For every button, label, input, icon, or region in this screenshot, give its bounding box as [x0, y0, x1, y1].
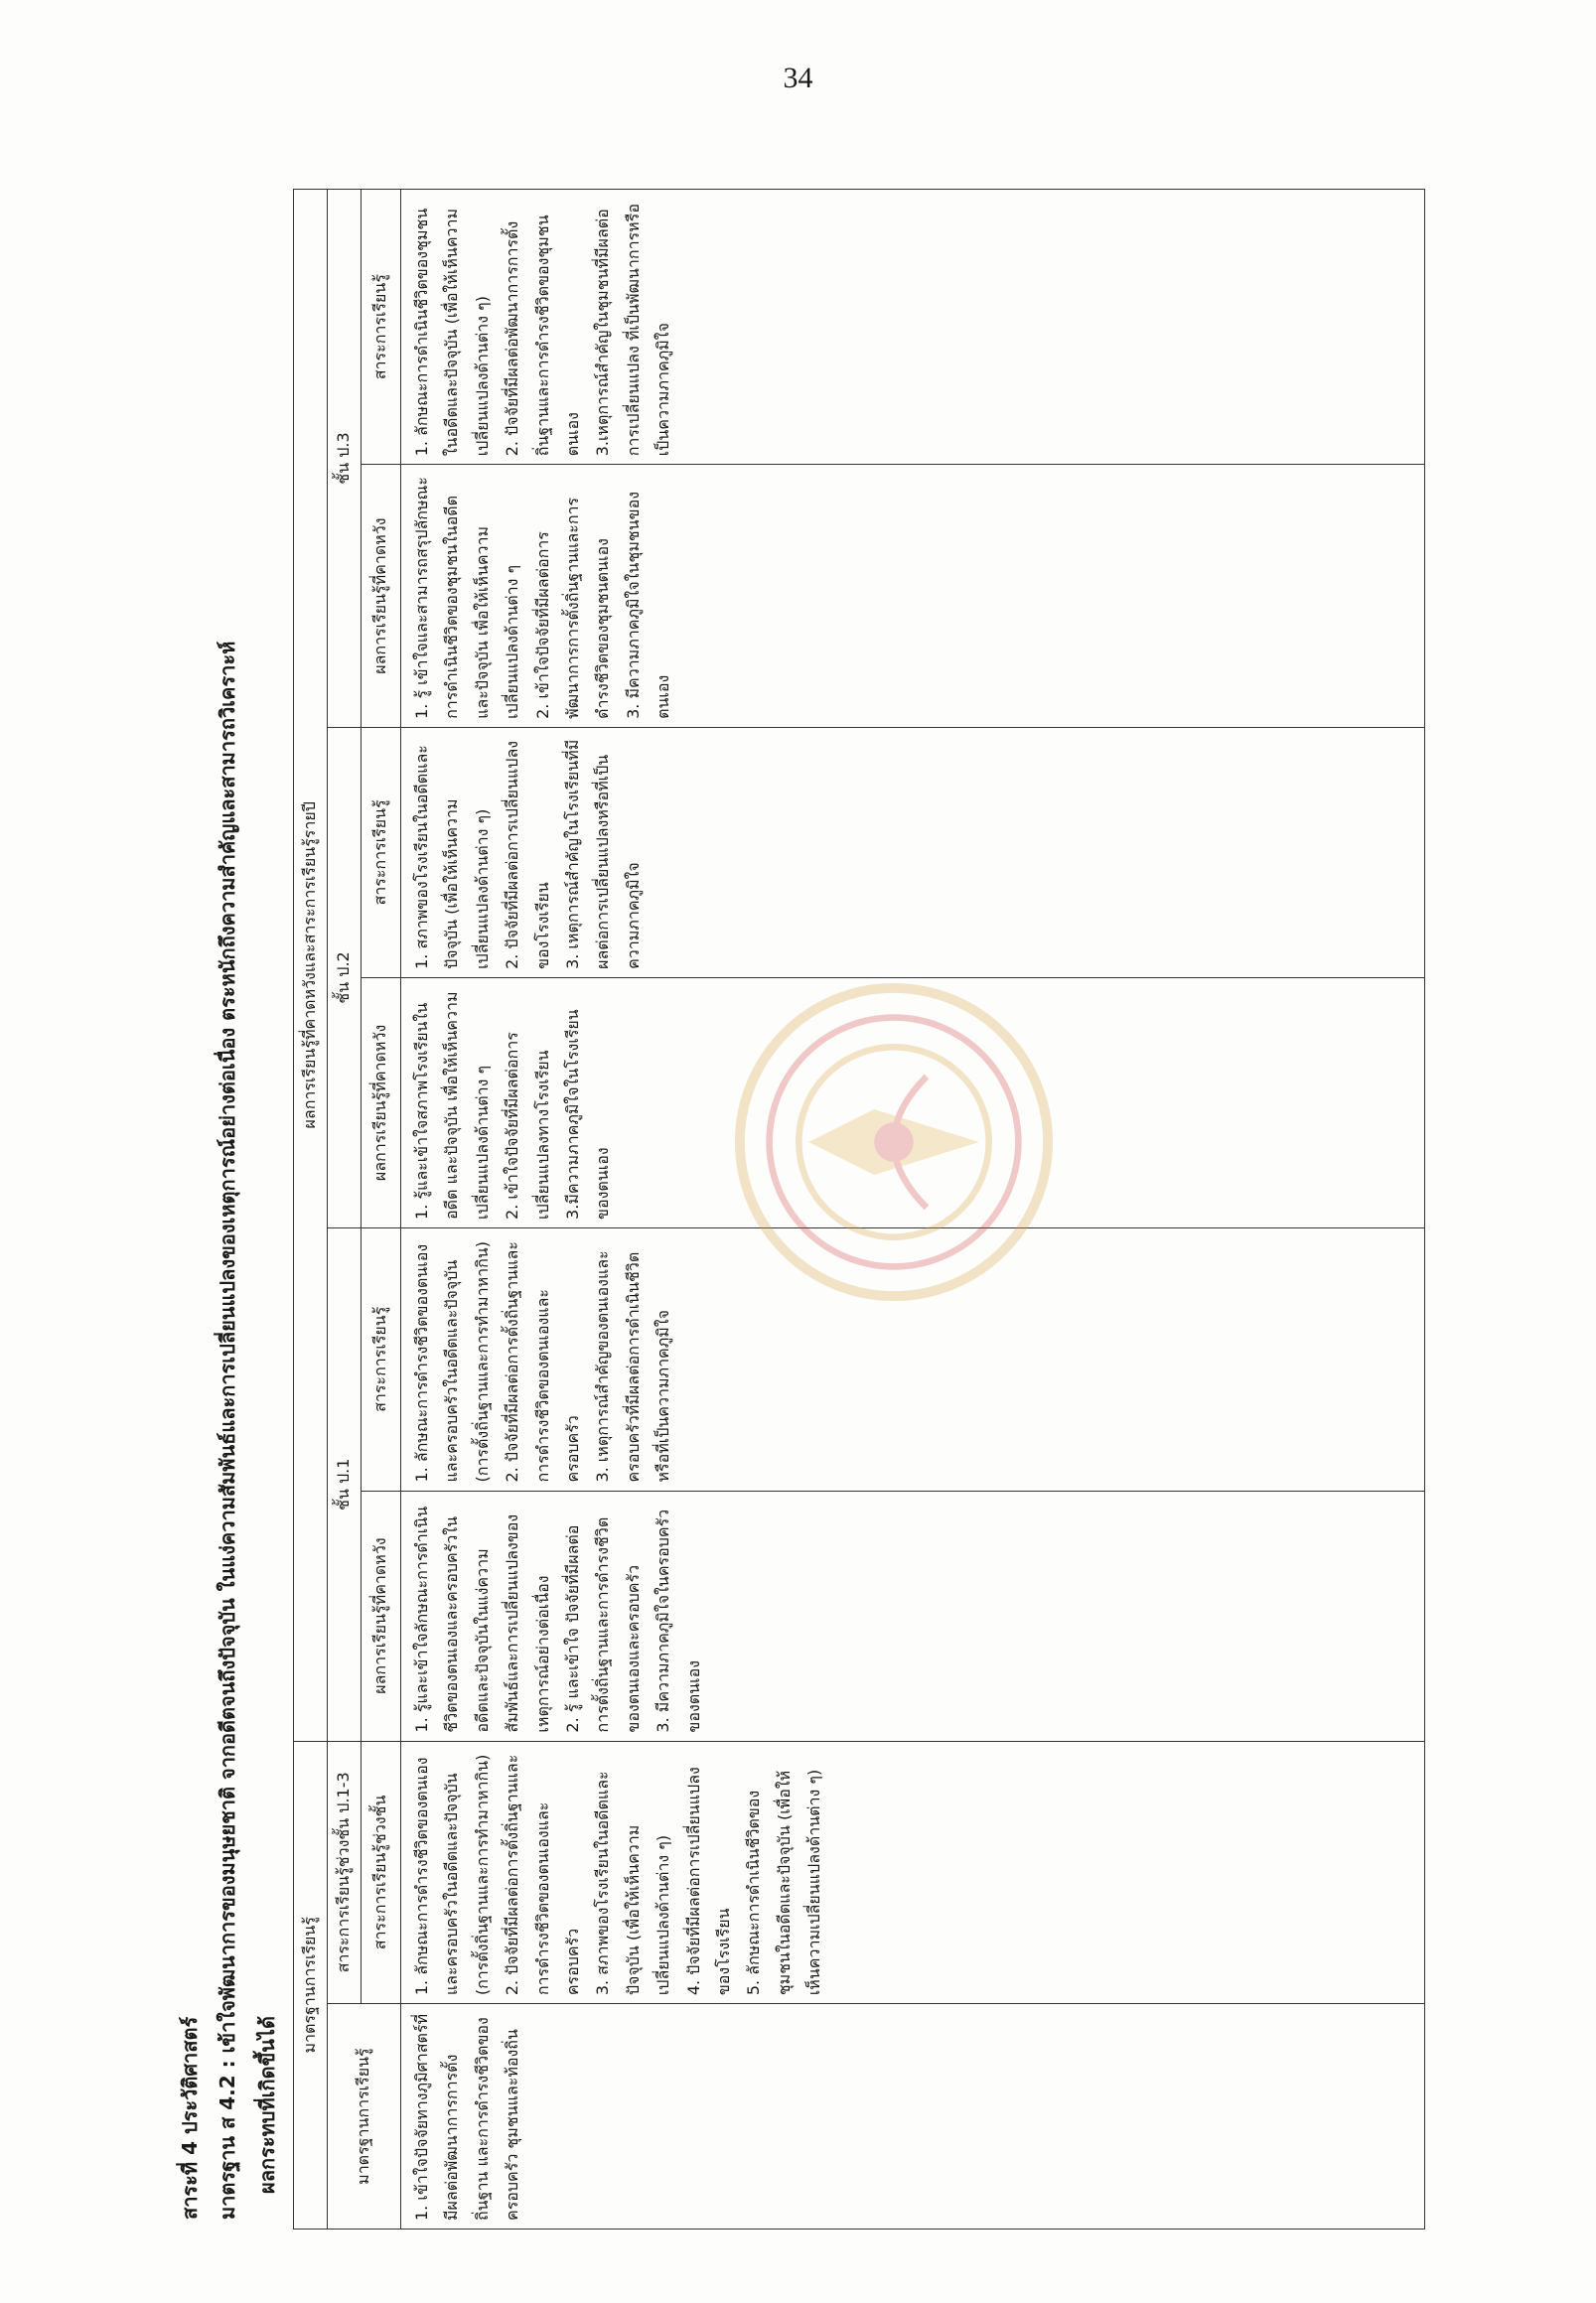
list-item: 2. เข้าใจปัจจัยที่มีผลต่อการพัฒนาการการตั้งถิ่นฐานและการดำรงชีวิตของชุมชนตนเอง	[532, 497, 613, 719]
col-header-p2-learning: สาระการเรียนรู้	[362, 727, 401, 977]
cell-p3-learning	[401, 190, 1425, 465]
list-item: 1. ลักษณะการดำรงชีวิตของตนเอง และครอบครัวในอดีตและปัจจุบัน (การตั้งถิ่นฐานและการทำมาหากิน)	[412, 1241, 492, 1483]
cell-standard	[401, 2004, 1425, 2230]
list-item: 2. ปัจจัยที่มีผลต่อการตั้งถิ่นฐานและการดำรงชีวิตของตนเองและครอบครัว	[503, 1754, 582, 1996]
list-item: 3. เหตุการณ์สำคัญในโรงเรียนที่มีผลต่อการเปลี่ยนแปลงหรือที่เป็นความภาคภูมิใจ	[562, 739, 643, 969]
col-header-p1-learning: สาระการเรียนรู้	[362, 1227, 401, 1491]
cell-p1-outcome	[401, 1491, 1425, 1741]
list-item: 1. รู้และเข้าใจสภาพโรงเรียนในอดีต และปัจจุบัน เพื่อให้เห็นความเปลี่ยนแปลงด้านต่าง ๆ	[412, 991, 492, 1220]
list-item: 5. ลักษณะการดำเนินชีวิตของ ชุมชนในอดีตและปัจจุบัน (เพื่อให้เห็นความเปลี่ยนแปลงด้านต่าง ๆ)	[744, 1769, 824, 1996]
col-header-content: สาระการเรียนรู้ช่วงชั้น	[362, 1741, 401, 2004]
list-item: 2. ปัจจัยที่มีผลต่อการตั้งถิ่นฐานและการดำรงชีวิตของตนเองและครอบครัว	[503, 1241, 582, 1483]
list-item: 3.เหตุการณ์สำคัญในชุมชนที่มีผลต่อการเปลี่ยนแปลง ที่เป็นพัฒนาการหรือเป็นความภาคภูมิใจ	[593, 204, 673, 457]
list-item: 1. รู้ เข้าใจและสามารถสรุปลักษณะการดำเนินชีวิตของชุมชนในอดีต และปัจจุบัน เพื่อให้เห็นความเปลี่ยนแปลงด้านต่าง ๆ	[412, 477, 522, 719]
col-header-p2-outcome: ผลการเรียนรู้ที่คาดหวัง	[362, 977, 401, 1227]
list-item: 1. ลักษณะการดำรงชีวิตของตนเอง และครอบครัวในอดีตและปัจจุบัน (การตั้งถิ่นฐานและการทำมาหากิน)	[412, 1754, 492, 1996]
grade-header-p1: ชั้น ป.1	[328, 1227, 362, 1741]
standard-title-continued: ผลกระทบที่เกิดขึ้นได้	[255, 2016, 279, 2194]
rotated-page-content	[174, 189, 1430, 2230]
list-item: 2. เข้าใจปัจจัยที่มีผลต่อการเปลี่ยนแปลงทางโรงเรียน	[503, 1032, 552, 1220]
list-item: 1. ลักษณะการดำเนินชีวิตของชุมชนในอดีตและปัจจุบัน (เพื่อให้เห็นความเปลี่ยนแปลงด้านต่าง ๆ)	[412, 208, 492, 457]
list-item: 1. เข้าใจปัจจัยทางภูมิศาสตร์ที่มีผลต่อพัฒนาการการตั้งถิ่นฐาน และการดำรงชีวิตของครอบครัว ชุมชนและท้องถิ่น	[412, 2013, 522, 2221]
col-header-p3-learning: สาระการเรียนรู้	[362, 190, 401, 465]
list-item: 4. ปัจจัยที่มีผลต่อการเปลี่ยนแปลงของโรงเรียน	[683, 1767, 733, 1996]
list-item: 3. เหตุการณ์สำคัญของตนเองและครอบครัวที่มีผลต่อการดำเนินชีวิตหรือที่เป็นความภาคภูมิใจ	[593, 1250, 673, 1483]
grade-header-p2: ชั้น ป.2	[328, 727, 362, 1227]
list-item: 1. สภาพของโรงเรียนในอดีตและปัจจุบัน (เพื่อให้เห็นความเปลี่ยนแปลงด้านต่าง ๆ)	[412, 745, 492, 969]
cell-p3-outcome	[401, 465, 1425, 728]
list-item: 2. ปัจจัยที่มีผลต่อการเปลี่ยนแปลงของโรงเรียน	[503, 740, 552, 969]
cell-p2-learning	[401, 727, 1425, 977]
strand-title: สาระที่ 4 ประวัติศาสตร์	[178, 2016, 202, 2220]
group-header-standard: มาตรฐานการเรียนรู้	[294, 1741, 328, 2229]
list-item: 2. ปัจจัยที่มีผลต่อพัฒนาการการตั้งถิ่นฐานและการดำรงชีวิตของชุมชนตนเอง	[503, 215, 582, 457]
list-item: 3. มีความภาคภูมิใจในครอบครัวของตนเอง	[653, 1509, 703, 1733]
list-item: 3. สภาพของโรงเรียนในอดีตและปัจจุบัน (เพื่อให้เห็นความเปลี่ยนแปลงด้านต่าง ๆ)	[593, 1771, 673, 1996]
page-number: 34	[783, 62, 813, 94]
col-header-p1-outcome: ผลการเรียนรู้ที่คาดหวัง	[362, 1491, 401, 1741]
standard-title: มาตรฐาน ส 4.2 : เข้าใจพัฒนาการของมนุษยชาติ จากอดีตจนถึงปัจจุบัน ในแง่ความสัมพันธ์และการเปลี่ยนแปลงของเหตุการณ์อย่างต่อเนื่อง ตระหนักถึงความสำคัญและสามารถวิเคราะห์	[216, 641, 239, 2220]
cell-content	[401, 1741, 1425, 2004]
list-item: 3.มีความภาคภูมิใจในโรงเรียนของตนเอง	[562, 1009, 613, 1220]
col-header-standard: มาตรฐานการเรียนรู้	[328, 2004, 401, 2230]
col-header-p3-outcome: ผลการเรียนรู้ที่คาดหวัง	[362, 465, 401, 728]
grade-header-p3: ชั้น ป.3	[328, 190, 362, 728]
list-item: 3. มีความภาคภูมิใจในชุมชนของตนเอง	[623, 491, 673, 719]
col-header-content-range: สาระการเรียนรู้ช่วงชั้น ป.1-3	[328, 1741, 362, 2004]
school-seal-icon	[730, 978, 1058, 1306]
list-item: 1. รู้และเข้าใจลักษณะการดำเนินชีวิตของตนเองและครอบครัวในอดีตและปัจจุบันในแง่ความสัมพันธ์และการเปลี่ยนแปลงของเหตุการณ์อย่างต่อเนื่อง	[412, 1506, 552, 1733]
group-header-outcomes: ผลการเรียนรู้ที่คาดหวังและสาระการเรียนรู้รายปี	[294, 190, 328, 1742]
list-item: 2. รู้ และเข้าใจ ปัจจัยที่มีผลต่อ การตั้งถิ่นฐานและการดำรงชีวิตของตนเองและครอบครัว	[562, 1516, 643, 1733]
